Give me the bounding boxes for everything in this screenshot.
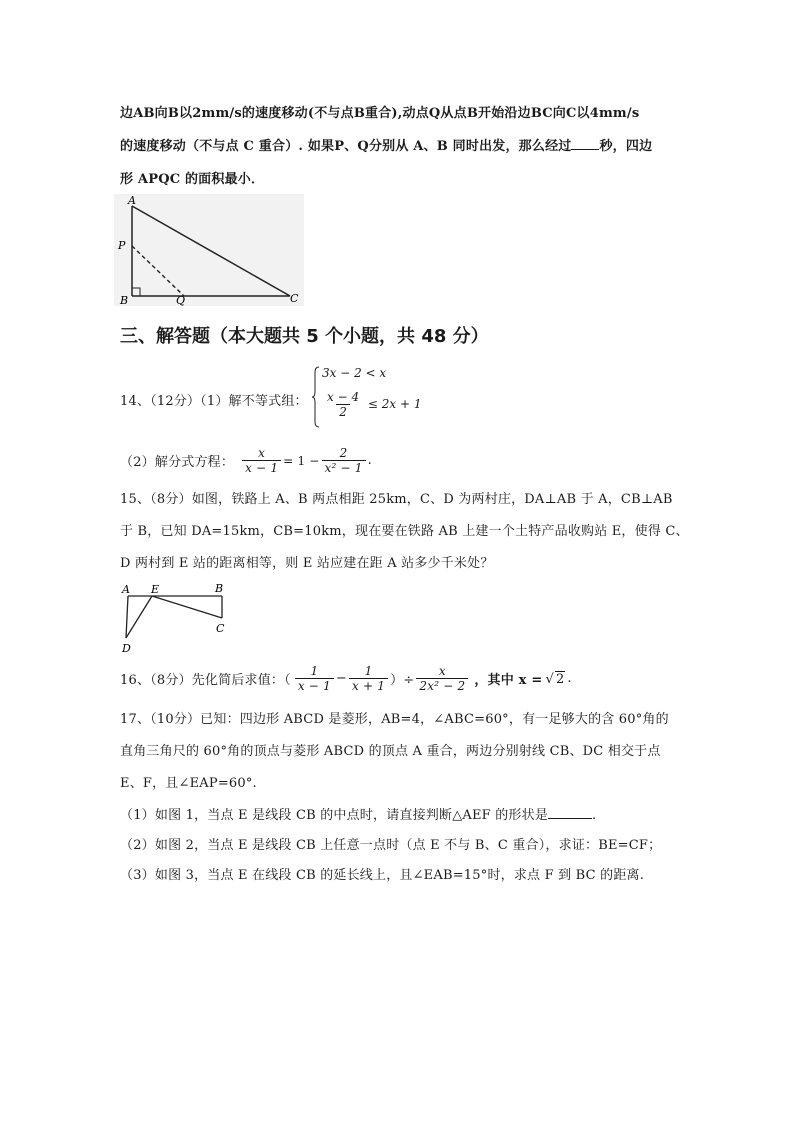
fraction-1-denominator: x − 1 bbox=[295, 678, 334, 693]
inequality-2 bbox=[322, 390, 422, 419]
divide-sign: ）÷ bbox=[390, 673, 415, 688]
eq-lhs-fraction bbox=[242, 446, 281, 475]
label-b: B bbox=[120, 294, 129, 306]
label-a: A bbox=[122, 583, 130, 596]
fraction-2-denominator: x + 1 bbox=[349, 678, 388, 693]
problem-15-line-1: 15、（8分）如图，铁路上 A、B 两点相距 25km，C、D 为两村庄，DA⊥AB 于 A，CB⊥AB bbox=[120, 492, 673, 507]
fraction-2-numerator: 1 bbox=[364, 664, 373, 678]
sqrt-value: 2 bbox=[555, 671, 565, 687]
sub-1-end: . bbox=[592, 808, 597, 823]
segment-ed bbox=[126, 596, 152, 638]
brace-icon bbox=[312, 366, 320, 428]
label-b: B bbox=[215, 582, 224, 595]
problem-16-head: 16、（8分）先化简后求值：（ bbox=[120, 673, 291, 688]
label-c: C bbox=[290, 292, 299, 305]
answer-blank[interactable] bbox=[548, 807, 592, 819]
fraction-3-numerator: x bbox=[438, 664, 446, 678]
eq-lhs-denominator: x − 1 bbox=[242, 460, 281, 475]
problem-16-tail: ，其中 x = bbox=[474, 673, 543, 688]
figure-triangle-abc bbox=[114, 194, 304, 306]
problem-13-line-1: 边AB向B以2mm/s的速度移动(不与点B重合),动点Q从点B开始沿边BC向C以4mm/s bbox=[120, 106, 640, 121]
section-heading: 三、解答题（本大题共 5 个小题，共 48 分） bbox=[120, 326, 489, 347]
problem-17-line-1: 17、（10分）已知：四边形 ABCD 是菱形，AB=4，∠ABC=60°，有一足够大的含 60°角的 bbox=[120, 712, 669, 727]
sub-1-text: （1）如图 1，当点 E 是线段 CB 的中点时，请直接判断△AEF 的形状是 bbox=[120, 808, 549, 823]
eq-rhs-fraction bbox=[322, 446, 366, 475]
fraction-2 bbox=[349, 664, 388, 693]
inequality-2-denominator: 2 bbox=[336, 404, 350, 419]
problem-15-line-2: 于 B，已知 DA=15km，CB=10km，现在要在铁路 AB 上建一个土特产品收购站 E，使得 C、 bbox=[120, 524, 689, 539]
figure-railway bbox=[118, 580, 238, 656]
segment-ad bbox=[126, 596, 128, 638]
eq-rhs-numerator: 2 bbox=[339, 446, 348, 460]
label-p: P bbox=[118, 239, 126, 252]
eq-lhs-numerator: x bbox=[258, 446, 266, 460]
problem-17-sub-1 bbox=[120, 804, 596, 823]
fraction-1 bbox=[295, 664, 334, 693]
eq-rhs-denominator: x² − 1 bbox=[322, 460, 366, 475]
problem-14-part-2 bbox=[120, 446, 372, 475]
problem-13-line-3: 形 APQC 的面积最小． bbox=[120, 172, 265, 187]
eq-mid: = 1 − bbox=[283, 453, 320, 468]
sqrt-expression: √ 2 bbox=[545, 671, 565, 687]
inequality-2-rhs: ≤ 2x + 1 bbox=[367, 397, 422, 411]
fraction-1-numerator: 1 bbox=[310, 664, 319, 678]
problem-16-end: . bbox=[567, 671, 572, 686]
fraction-3-denominator: 2x² − 2 bbox=[416, 678, 468, 693]
problem-17-sub-3: （3）如图 3，当点 E 在线段 CB 的延长线上，且∠EAB=15°时，求点 F 到 BC 的距离. bbox=[120, 868, 645, 883]
problem-13-line-2-tail: 秒，四边 bbox=[599, 139, 653, 154]
problem-15-line-3: D 两村到 E 站的距离相等，则 E 站应建在距 A 站多少千米处？ bbox=[120, 556, 494, 571]
label-q: Q bbox=[176, 294, 186, 306]
label-d: D bbox=[122, 642, 131, 655]
inequality-2-fraction bbox=[324, 390, 362, 419]
minus-sign: − bbox=[335, 671, 348, 686]
problem-17-line-3: E、F，且∠EAP=60°. bbox=[120, 776, 257, 791]
label-c: C bbox=[216, 622, 225, 635]
problem-14-head: 14、（12分）（1）解不等式组： bbox=[120, 394, 308, 409]
part-2-head: （2）解分式方程： bbox=[120, 455, 235, 470]
answer-blank[interactable] bbox=[571, 138, 599, 150]
inequality-2-numerator: x − 4 bbox=[327, 390, 360, 404]
eq-end: . bbox=[367, 453, 372, 468]
fraction-3 bbox=[416, 664, 468, 693]
problem-17-line-2: 直角三角尺的 60°角的顶点与菱形 ABCD 的顶点 A 重合，两边分别射线 CB、DC 相交于点 bbox=[120, 744, 661, 759]
problem-13-line-2-text: 的速度移动（不与点 C 重合）. 如果P、Q分别从 A、B 同时出发，那么经过 bbox=[120, 139, 572, 154]
problem-17-sub-2: （2）如图 2，当点 E 是线段 CB 上任意一点时（点 E 不与 B、C 重合），求证：BE=CF； bbox=[120, 838, 662, 853]
segment-ec bbox=[152, 596, 222, 618]
problem-16 bbox=[120, 664, 572, 693]
label-e: E bbox=[151, 583, 160, 596]
label-a: A bbox=[128, 194, 136, 207]
inequality-1: 3x − 2 < x bbox=[322, 366, 387, 380]
problem-13-line-2 bbox=[120, 135, 652, 154]
